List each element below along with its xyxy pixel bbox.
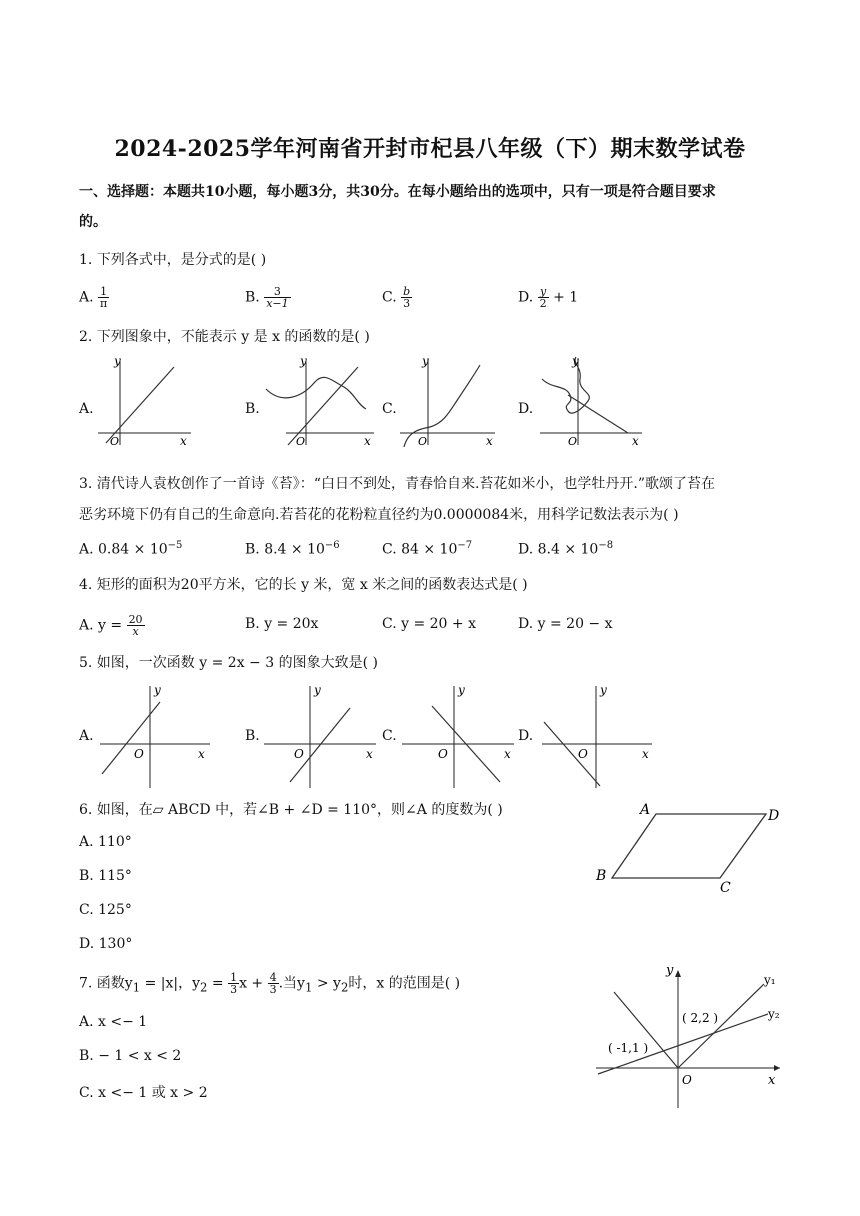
svg-text:O: O [294,747,304,761]
svg-text:x: x [180,434,187,447]
svg-text:y: y [114,355,121,368]
svg-text:O: O [134,747,144,761]
q2-graph-d [538,355,644,447]
q2-label-b: B. [245,401,260,417]
fraction: $\frac{b}{3}$ [403,285,411,310]
svg-text:O: O [418,435,428,447]
svg-text:y: y [300,355,307,368]
svg-text:y₁: y₁ [764,973,776,987]
svg-text:O: O [296,435,306,447]
svg-text:x: x [486,434,493,447]
q2-graph-c [398,355,498,447]
q5-stem: 5. 如图，一次函数 y = 2x − 3 的图象大致是( ) [79,655,378,671]
q5-label-b: B. [245,728,260,744]
q4-option-a: A. y = $\frac{20}{x}$ [79,613,143,638]
fraction: $\frac{3}{x-1}$ [266,285,289,310]
q4-option-b: B. y = 20x [245,616,319,632]
q3-stem-line2: 恶劣环境下仍有自己的生命意向.若苔花的花粉粒直径约为0.0000084米，用科学记数法表示为( ) [79,507,679,523]
fraction: $\frac{1}{\pi}$ [100,285,108,310]
q1-option-a: A. $\frac{1}{\pi}$ [79,285,108,310]
q7-graph [594,962,790,1110]
q1-option-c: C. $\frac{b}{3}$ [382,285,411,310]
fraction: $\frac{1}{3}$ [230,971,238,996]
q3-option-a: A. $0.84 \times 10^{-5}$ [79,540,183,558]
fraction: $\frac{y}{2}$ [539,285,547,310]
svg-text:B: B [596,868,607,884]
q2-label-c: C. [382,401,397,417]
svg-text:y: y [154,683,161,697]
q1-stem: 1. 下列各式中，是分式的是( ) [79,252,267,268]
q4-option-d: D. y = 20 − x [518,616,613,632]
svg-text:O: O [682,1073,692,1087]
q2-graph-b [262,355,377,447]
svg-text:x: x [366,747,373,761]
svg-text:y: y [666,963,674,978]
q5-graph-a [98,682,213,790]
fraction: $\frac{20}{x}$ [128,613,143,638]
q3-option-b: B. $8.4 \times 10^{-6}$ [245,540,340,558]
svg-text:( -1,1 ): ( -1,1 ) [608,1041,649,1055]
q3-stem-line1: 3. 清代诗人袁枚创作了一首诗《苔》：“白日不到处，青春恰自来.苔花如米小，也学牡丹开.”歌颂了苔在 [79,476,716,492]
q5-label-c: C. [382,728,397,744]
q4-stem: 4. 矩形的面积为20平方米，它的长 y 米，宽 x 米之间的函数表达式是( ) [79,577,528,593]
page-title: 2024-2025学年河南省开封市杞县八年级（下）期末数学试卷 [114,136,746,162]
svg-text:O: O [568,435,578,447]
q7-option-a: A. x <− 1 [79,1014,148,1030]
svg-text:y₂: y₂ [768,1007,780,1021]
q3-option-c: C. $84 \times 10^{-7}$ [382,540,473,558]
svg-text:C: C [720,880,731,892]
svg-text:O: O [110,435,120,447]
section-heading: 一、选择题：本题共10小题，每小题3分，共30分。在每小题给出的选项中，只有一项是符合题目要求 [79,184,716,200]
q6-option-a: A. 110° [79,834,132,850]
q4-option-c: C. y = 20 + x [382,616,476,632]
svg-text:A: A [640,802,651,818]
q1-option-b: B. $\frac{3}{x-1}$ [245,285,289,310]
q1-option-d: D. $\frac{y}{2}$ + 1 [518,285,579,310]
svg-text:x: x [364,434,371,447]
q3-option-d: D. $8.4 \times 10^{-8}$ [518,540,614,558]
q5-graph-b [262,682,380,790]
svg-text:y: y [572,355,579,368]
section-heading-cont: 的。 [79,214,107,230]
q2-label-d: D. [518,401,534,417]
svg-text:x: x [198,747,205,761]
q2-stem: 2. 下列图象中，不能表示 y 是 x 的函数的是( ) [79,329,370,345]
svg-text:D: D [768,808,780,824]
svg-text:( 2,2 ): ( 2,2 ) [682,1011,719,1025]
fraction: $\frac{4}{3}$ [269,971,277,996]
q5-label-a: A. [79,728,94,744]
q5-graph-c [400,682,518,790]
q6-option-b: B. 115° [79,868,132,884]
q6-stem: 6. 如图，在▱ ABCD 中，若∠B + ∠D = 110°，则∠A 的度数为( ) [79,802,503,818]
q7-option-b: B. − 1 < x < 2 [79,1048,182,1064]
svg-text:y: y [422,355,429,368]
svg-text:y: y [314,683,321,697]
q6-option-c: C. 125° [79,902,132,918]
svg-text:y: y [458,683,465,697]
svg-text:x: x [642,747,649,761]
q5-label-d: D. [518,728,534,744]
q2-label-a: A. [79,401,94,417]
q7-stem: 7. 函数$y_1 = |x|$，$y_2$ = $\frac{1}{3}$ x + $\frac{4}{3}$ .当$y_1 > y_2$时，x 的范围是( ) [79,971,461,996]
svg-text:O: O [578,747,588,761]
q7-option-c: C. x <− 1 或 x > 2 [79,1085,208,1101]
q2-graph-a [96,355,196,447]
parallelogram-figure [590,800,790,892]
svg-text:x: x [768,1073,776,1088]
svg-text:x: x [632,434,639,447]
svg-text:y: y [600,683,607,697]
svg-text:x: x [504,747,511,761]
q6-option-d: D. 130° [79,936,133,952]
svg-text:O: O [438,747,448,761]
q5-graph-d [540,682,655,790]
